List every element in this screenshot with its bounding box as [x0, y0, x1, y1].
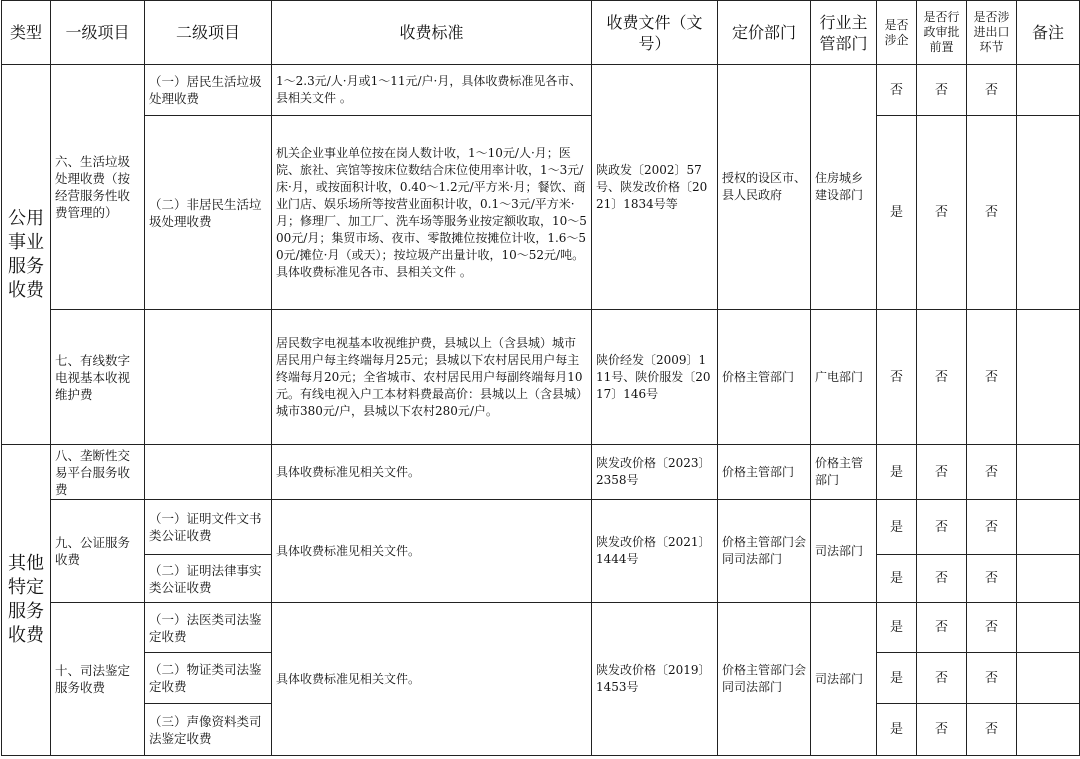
header-involves-enterprise: 是否涉企: [877, 1, 917, 65]
industry-dept-cell: 广电部门: [811, 310, 877, 445]
fee-table: [1, 0, 1080, 756]
header-standard: 收费标准: [272, 1, 592, 65]
header-row: [2, 1, 1080, 65]
category-public: 公用事业服务收费: [2, 65, 51, 445]
table-row: [2, 445, 1080, 500]
level2-cell: （一）证明文件文书类公证收费: [145, 500, 272, 555]
involves-enterprise-cell: 是: [877, 445, 917, 500]
pricing-dept-cell: 价格主管部门会同司法部门: [718, 603, 811, 756]
remarks-cell: [1017, 555, 1080, 603]
involves-enterprise-cell: 是: [877, 603, 917, 653]
involves-enterprise-cell: 是: [877, 555, 917, 603]
industry-dept-cell: 住房城乡建设部门: [811, 65, 877, 310]
level2-cell: （一）居民生活垃圾处理收费: [145, 65, 272, 116]
involves-enterprise-cell: 是: [877, 116, 917, 310]
table-row: [2, 603, 1080, 653]
needs-approval-cell: 否: [917, 310, 967, 445]
remarks-cell: [1017, 653, 1080, 704]
remarks-cell: [1017, 310, 1080, 445]
standard-cell: 具体收费标准见相关文件。: [272, 445, 592, 500]
doc-cell: 陕发改价格〔2021〕1444号: [592, 500, 718, 603]
needs-approval-cell: 否: [917, 116, 967, 310]
doc-cell: 陕发改价格〔2019〕1453号: [592, 603, 718, 756]
standard-cell: 具体收费标准见相关文件。: [272, 603, 592, 756]
import-export-cell: 否: [967, 603, 1017, 653]
needs-approval-cell: 否: [917, 704, 967, 756]
involves-enterprise-cell: 是: [877, 500, 917, 555]
involves-enterprise-cell: 否: [877, 310, 917, 445]
import-export-cell: 否: [967, 704, 1017, 756]
header-doc: 收费文件（文号）: [592, 1, 718, 65]
header-level2: 二级项目: [145, 1, 272, 65]
level1-tv: 七、有线数字电视基本收视维护费: [51, 310, 145, 445]
import-export-cell: 否: [967, 310, 1017, 445]
level2-cell: （三）声像资料类司法鉴定收费: [145, 704, 272, 756]
needs-approval-cell: 否: [917, 65, 967, 116]
pricing-dept-cell: 授权的设区市、县人民政府: [718, 65, 811, 310]
level1-forensic: 十、司法鉴定服务收费: [51, 603, 145, 756]
pricing-dept-cell: 价格主管部门: [718, 310, 811, 445]
industry-dept-cell: 价格主管部门: [811, 445, 877, 500]
needs-approval-cell: 否: [917, 555, 967, 603]
import-export-cell: 否: [967, 555, 1017, 603]
needs-approval-cell: 否: [917, 500, 967, 555]
header-remarks: 备注: [1017, 1, 1080, 65]
import-export-cell: 否: [967, 653, 1017, 704]
table-row: [2, 116, 1080, 310]
table-row: [2, 65, 1080, 116]
remarks-cell: [1017, 603, 1080, 653]
import-export-cell: 否: [967, 500, 1017, 555]
involves-enterprise-cell: 是: [877, 653, 917, 704]
standard-cell: 1～2.3元/人·月或1～11元/户·月，具体收费标准见各市、县相关文件 。: [272, 65, 592, 116]
remarks-cell: [1017, 704, 1080, 756]
pricing-dept-cell: 价格主管部门会同司法部门: [718, 500, 811, 603]
category-other: 其他特定服务收费: [2, 445, 51, 756]
standard-text: 机关企业事业单位按在岗人数计收，1～10元/人·月；医院、旅社、宾馆等按床位数结合床位使用率计收，1～3元/床·月，或按面积计收，0.40～1.2元/平方米·月；餐饮、商业门店、娱乐场所等按营业面积计收，0.1～3元/平方米·月；修理厂、加工厂、洗车场等服务业按定额收取，10～500元/月；集贸市场、夜市、零散摊位按摊位计收，1.6～50元/摊位·月（或天）；按垃圾产出量计收，10～52元/吨。: [276, 145, 587, 262]
level1-notary: 九、公证服务收费: [51, 500, 145, 603]
header-pricing-dept: 定价部门: [718, 1, 811, 65]
level1-garbage: 六、生活垃圾处理收费（按经营服务性收费管理的）: [51, 65, 145, 310]
level2-cell: （二）证明法律事实类公证收费: [145, 555, 272, 603]
import-export-cell: 否: [967, 65, 1017, 116]
level2-cell: [145, 445, 272, 500]
standard-note: 具体收费标准见各市、县相关文件 。: [276, 264, 472, 279]
remarks-cell: [1017, 500, 1080, 555]
level2-cell: [145, 310, 272, 445]
involves-enterprise-cell: 否: [877, 65, 917, 116]
level2-cell: （一）法医类司法鉴定收费: [145, 603, 272, 653]
industry-dept-cell: 司法部门: [811, 500, 877, 603]
involves-enterprise-cell: 是: [877, 704, 917, 756]
header-needs-approval: 是否行政审批前置: [917, 1, 967, 65]
table-row: [2, 500, 1080, 555]
needs-approval-cell: 否: [917, 603, 967, 653]
standard-cell: 具体收费标准见相关文件。: [272, 500, 592, 603]
level2-cell: （二）非居民生活垃圾处理收费: [145, 116, 272, 310]
header-type: 类型: [2, 1, 51, 65]
needs-approval-cell: 否: [917, 653, 967, 704]
industry-dept-cell: 司法部门: [811, 603, 877, 756]
remarks-cell: [1017, 65, 1080, 116]
doc-cell: 陕发改价格〔2023〕2358号: [592, 445, 718, 500]
import-export-cell: 否: [967, 445, 1017, 500]
header-industry-dept: 行业主管部门: [811, 1, 877, 65]
pricing-dept-cell: 价格主管部门: [718, 445, 811, 500]
level1-monopoly: 八、垄断性交易平台服务收费: [51, 445, 145, 500]
remarks-cell: [1017, 116, 1080, 310]
doc-cell: 陕价经发〔2009〕111号、陕价服发〔2017〕146号: [592, 310, 718, 445]
standard-cell: 居民数字电视基本收视维护费，县城以上（含县城）城市居民用户每主终端每月25元；县城以下农村居民用户每主终端每月20元；全省城市、农村居民用户每副终端每月10元。有线电视入户工本材料费最高价：县城以上（含县城）城市380元/户，县城以下农村280元/户。: [272, 310, 592, 445]
header-import-export: 是否涉进出口环节: [967, 1, 1017, 65]
table-row: [2, 310, 1080, 445]
header-level1: 一级项目: [51, 1, 145, 65]
import-export-cell: 否: [967, 116, 1017, 310]
doc-cell: 陕政发〔2002〕57号、陕发改价格〔2021〕1834号等: [592, 65, 718, 310]
needs-approval-cell: 否: [917, 445, 967, 500]
level2-cell: （二）物证类司法鉴定收费: [145, 653, 272, 704]
standard-cell: [272, 116, 592, 310]
remarks-cell: [1017, 445, 1080, 500]
